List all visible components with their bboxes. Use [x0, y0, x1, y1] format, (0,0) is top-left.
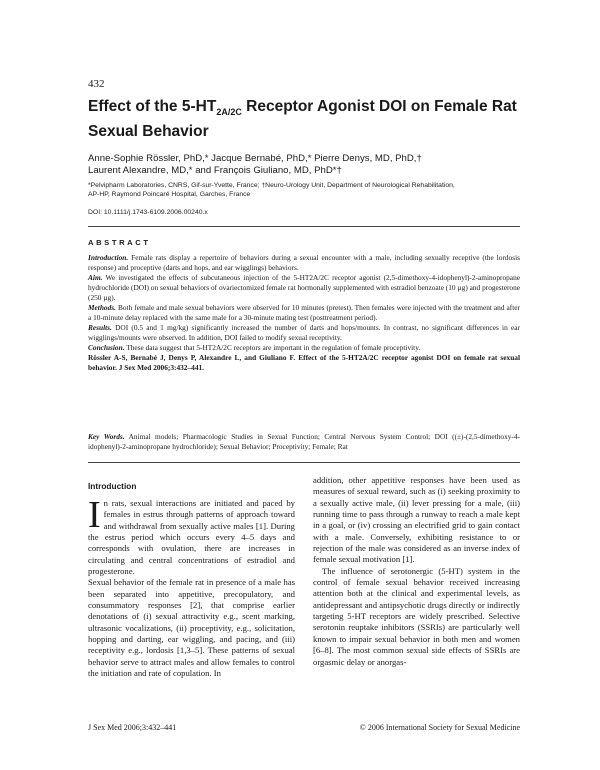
abstract-conclusion-text: These data suggest that 5-HT2A/2C receptors are important in the regulation of female proceptivity. [124, 343, 421, 352]
abstract-body [88, 253, 520, 373]
abstract-bottom-rule [88, 462, 520, 463]
keywords [88, 432, 520, 452]
abstract-introduction-label: Introduction. [88, 253, 129, 262]
title-line2: Sexual Behavior [88, 123, 209, 141]
affiliations [88, 181, 528, 199]
footer-copyright: © 2006 International Society for Sexual Medicine [359, 723, 520, 732]
abstract-citation: Rössler A-S, Bernabé J, Denys P, Alexandre L, and Giuliano F. Effect of the 5-HT2A/2C receptor agonist DOI on female rat sexual behavior. J Sex Med 2006;3:432–441. [88, 353, 520, 372]
intro-paragraph-1-text: n rats, sexual interactions are initiated and paced by females in estrus through patterns of approach toward and withdrawal from sexually active males [1]. During the estrus period which occurs every 4–5 days and corresponds with ovulation, there are increases in circulating and central concentrations of estradiol and progesterone. [88, 498, 295, 577]
affiliations-line2: AP-HP, Raymond Poincaré Hospital, Garches, France [88, 191, 251, 198]
abstract-methods-label: Methods. [88, 303, 116, 312]
article-title [88, 97, 528, 141]
abstract-introduction-text: Female rats display a repertoire of behaviors during a sexual encounter with a male, including sexually receptive (the lordosis response) and proceptive (darts and hops, and ear wigglings) behaviors. [88, 253, 520, 272]
intro-paragraph-2: Sexual behavior of the female rat in presence of a male has been separated into appetitive, precopulatory, and consummatory responses [2], that comprise earlier denotations of (i) sexual attractivity e.g., scent marking, ultrasonic vocalizations, (ii) proceptivity, e.g., solicitation, hopping and darting, ear wiggling, and pacing, and (iii) receptivity e.g., lordosis [1,3–5]. These patterns of sexual behavior serve to attract males and allow females to control the initiation and rate of copulation. In [88, 577, 295, 679]
abstract-aim-text: We investigated the effects of subcutaneous injection of the 5-HT2A/2C receptor agonist (2,5-dimethoxy-4-idophenyl)-2-aminopropane hydrochloride (DOI) on sexual behaviors of ovariectomized female rat hormonally supplemented with estradiol benzoate (10 µg) and progesterone (250 µg). [88, 273, 520, 302]
intro-paragraph-3: addition, other appetitive responses have been used as measures of sexual reward, such as (i) seeking proximity to a sexually active male, (ii) lever pressing for a male, (iii) running time to pass through a runway to reach a male kept in a goal, or (iv) crossing an electrified grid to gain contact with a male. Conversely, exhibiting resistance to or rejection of the male was considered as an inverse index of female sexual motivation [1]. [313, 475, 520, 565]
authors-line1: Anne-Sophie Rössler, PhD,* Jacque Bernabé, PhD,* Pierre Denys, MD, PhD,† [88, 153, 422, 164]
intro-paragraph-1 [88, 494, 295, 577]
abstract-methods [88, 303, 520, 323]
affiliations-line1: *Pelvipharm Laboratories, CNRS, Gif-sur-Yvette, France; †Neuro-Urology Unit, Department of Neurological Rehabilitation, [88, 182, 455, 189]
abstract-results-text: DOI (0.5 and 1 mg/kg) significantly increased the number of darts and hops/mounts. In contrast, no significant differences in ear wigglings/mounts were observed. In addition, DOI failed to modify sexual receptivity. [88, 323, 520, 342]
title-line1-prefix: Effect of the 5-HT [88, 98, 217, 115]
keywords-text: Animal models; Pharmacologic Studies in Sexual Function; Central Nervous System Control; DOI ((±)-(2,5-dimethoxy-4-idophenyl)-2-aminopropane hydrochloride); Sexual Behavior; Proceptivity; Female; Rat [88, 432, 520, 451]
page-number: 432 [88, 78, 105, 90]
keywords-label: Key Words. [88, 432, 125, 441]
body-column-left [88, 494, 295, 680]
abstract-conclusion-label: Conclusion. [88, 343, 125, 352]
body-column-right [313, 475, 520, 668]
authors-line2: Laurent Alexandre, MD,* and François Giuliano, MD, PhD*† [88, 165, 342, 176]
author-list [88, 153, 528, 177]
abstract-results [88, 323, 520, 343]
abstract-aim-label: Aim. [88, 273, 103, 282]
abstract-methods-text: Both female and male sexual behaviors were observed for 10 minutes (pretest). Then females were injected with the treatment and after a 10-minute delay replaced with the same male for a 30-minute mating test (posttreatment period). [88, 303, 520, 322]
abstract-top-rule [88, 226, 520, 227]
title-line1-suffix: Receptor Agonist DOI on Female Rat [241, 98, 517, 115]
introduction-heading: Introduction [88, 481, 137, 491]
abstract-aim [88, 273, 520, 303]
abstract-heading: ABSTRACT [88, 238, 151, 247]
doi-link[interactable]: DOI: 10.1111/j.1743-6109.2006.00240.x [88, 209, 208, 216]
footer-journal-citation: J Sex Med 2006;3:432–441 [88, 723, 177, 732]
intro-paragraph-4: The influence of serotonergic (5-HT) system in the control of female sexual behavior received increasing attention both at the clinical and experimental levels, as antidepressant and antipsychotic drugs directly or indirectly targeting 5-HT receptors are widely prescribed. Selective serotonin reuptake inhibitors (SSRIs) are particularly well known to impair sexual behavior in both men and women [6–8]. The most common sexual side effects of SSRIs are orgasmic delay or anorgas- [313, 565, 520, 667]
abstract-conclusion [88, 343, 520, 353]
title-line1-subscript: 2A/2C [216, 107, 242, 118]
drop-cap: I [88, 494, 101, 536]
abstract-results-label: Results. [88, 323, 112, 332]
abstract-introduction [88, 253, 520, 273]
